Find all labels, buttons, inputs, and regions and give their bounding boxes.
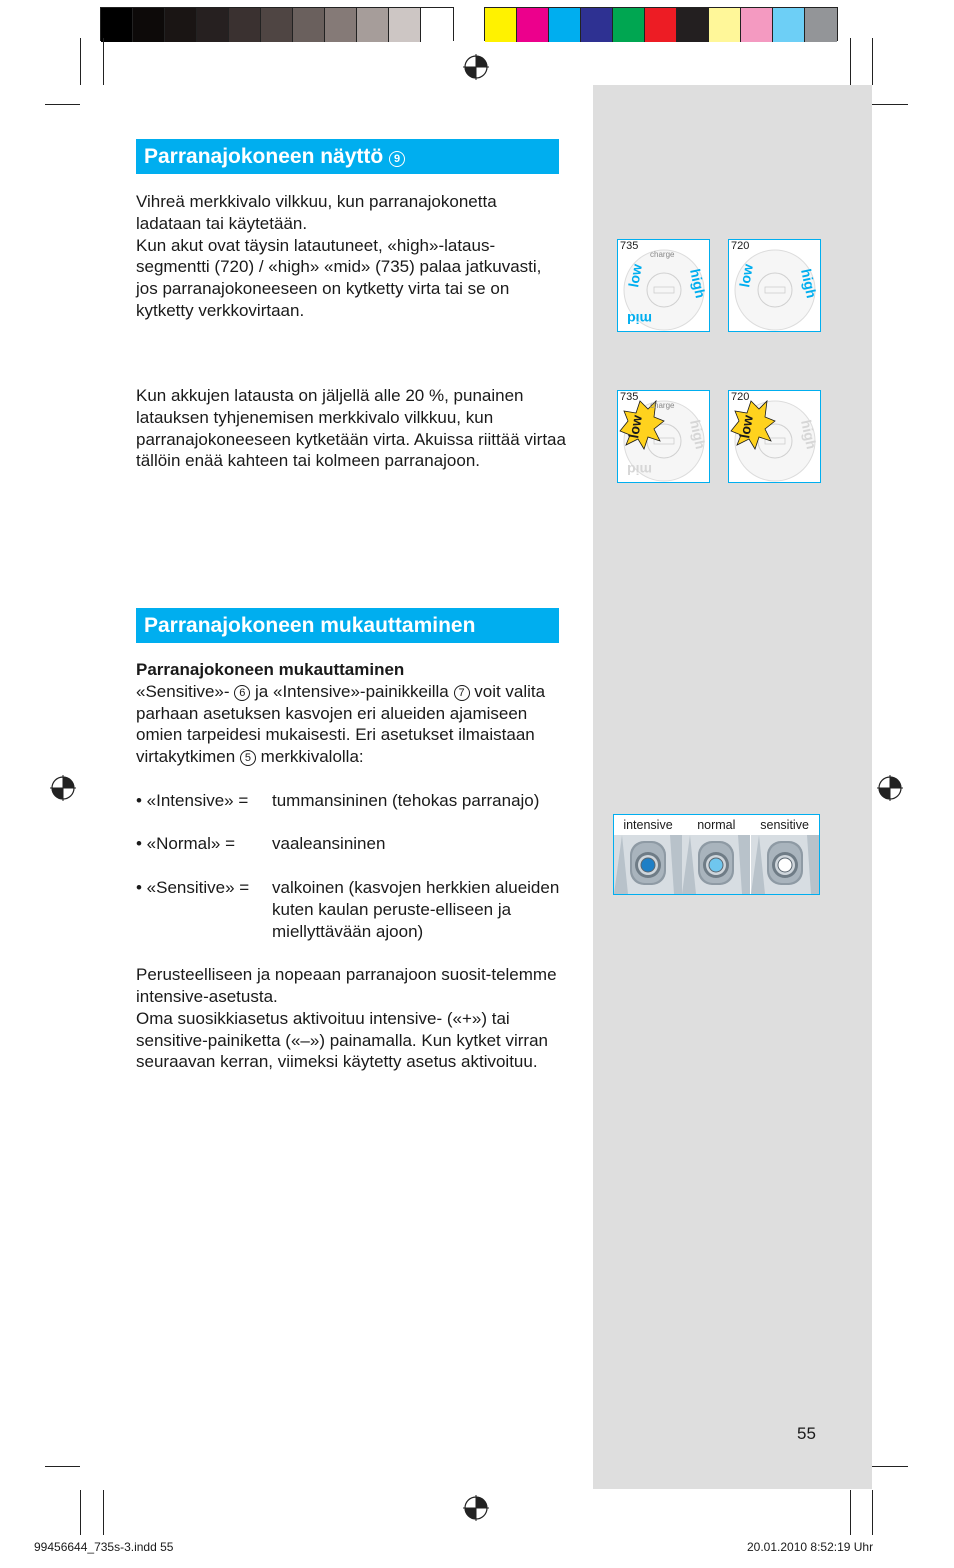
setting-item — [136, 790, 566, 812]
color-swatch — [581, 8, 613, 42]
page-number: 55 — [797, 1424, 816, 1443]
mid-segment-label: mid — [627, 462, 652, 478]
paragraph: «Sensitive»- 6 ja «Intensive»-painikkeilla 7 voit valita parhaan asetuksen kasvojen eri alueiden ajamiseen omien tarpeidesi mukaisesti. Eri asetukset ilmaistaan virtakytkimen 5 merkkivalolla: — [136, 681, 546, 767]
charge-indicator — [728, 239, 821, 332]
crop-mark — [872, 1466, 908, 1467]
mode-sensitive — [751, 815, 819, 894]
low-charge-text — [136, 385, 566, 472]
color-swatch — [101, 8, 133, 42]
color-swatch — [261, 8, 293, 42]
color-swatch — [517, 8, 549, 42]
setting-value: vaaleansininen — [272, 834, 386, 854]
registration-mark-icon — [50, 775, 76, 801]
paragraph: Kun akut ovat täysin latautuneet, «high»-lataus-segmentti (720) / «high» «mid» (735) palaa jatkuvasti, jos parranajokoneeseen on kytketty virta tai se on kytketty verkkovirtaan. — [136, 235, 542, 320]
paragraph: Kun akkujen latausta on jäljellä alle 20 %, punainen latauksen tyhjenemisen merkkivalo vilkkuu, kun parranajokoneeseen kytketään virta. Akuissa riittää virtaa tällöin enää kahteen tai kolmeen parranajoon. — [136, 386, 566, 471]
model-number: 735 — [620, 240, 639, 252]
paragraph: Perusteelliseen ja nopeaan parranajoon suosit-telemme intensive-asetusta. — [136, 965, 557, 1006]
model-number: 735 — [620, 391, 639, 403]
color-swatch — [613, 8, 645, 42]
footer-file-info: 99456644_735s-3.indd 55 — [34, 1540, 174, 1554]
model-number: 720 — [731, 240, 750, 252]
color-swatch — [293, 8, 325, 42]
mode-label: sensitive — [760, 818, 809, 832]
model-number: 720 — [731, 391, 750, 403]
setting-key: • «Sensitive» = — [136, 877, 250, 897]
low-segment-label: low — [625, 262, 646, 289]
charge-indicator — [728, 390, 821, 483]
color-swatch — [645, 8, 677, 42]
crop-mark — [872, 104, 908, 105]
crop-mark — [872, 1490, 873, 1535]
low-segment-label: low — [625, 413, 646, 440]
color-swatches — [484, 7, 838, 41]
crop-mark — [45, 1466, 80, 1467]
high-segment-label: high — [798, 267, 820, 300]
charge-label: charge — [650, 401, 675, 410]
crop-mark — [80, 1490, 81, 1535]
footer-timestamp: 20.01.2010 8:52:19 Uhr — [747, 1540, 874, 1554]
low-segment-label: low — [736, 262, 757, 289]
mode-led-illustration — [613, 814, 820, 895]
mode-label: normal — [697, 818, 736, 832]
color-swatch — [741, 8, 773, 42]
customization-text — [136, 659, 566, 1073]
color-swatch — [325, 8, 357, 42]
crop-mark — [80, 38, 81, 85]
mode-label: intensive — [623, 818, 673, 832]
setting-list — [136, 790, 566, 943]
reference-number: 6 — [234, 685, 250, 701]
crop-mark — [45, 104, 80, 105]
setting-key: • «Intensive» = — [136, 790, 249, 810]
charge-label: charge — [650, 250, 675, 259]
setting-key: • «Normal» = — [136, 834, 236, 854]
crop-mark — [872, 38, 873, 85]
color-swatch — [197, 8, 229, 42]
paragraph: Vihreä merkkivalo vilkkuu, kun parranajokonetta ladataan tai käytetään. — [136, 192, 497, 233]
mode-intensive — [614, 815, 682, 894]
print-color-bar — [100, 7, 838, 41]
color-swatch — [805, 8, 837, 42]
subheading: Parranajokoneen mukauttaminen — [136, 660, 405, 679]
color-swatch — [677, 8, 709, 42]
mid-segment-label: mid — [627, 311, 652, 327]
reference-number: 7 — [454, 685, 470, 701]
setting-item — [136, 877, 566, 942]
display-text — [136, 191, 566, 322]
charge-indicator — [617, 239, 710, 332]
color-swatch — [773, 8, 805, 42]
color-swatch — [549, 8, 581, 42]
grayscale-swatches — [100, 7, 454, 41]
color-swatch — [229, 8, 261, 42]
setting-value: tummansininen (tehokas parranajo) — [272, 790, 540, 810]
color-swatch — [133, 8, 165, 42]
registration-mark-icon — [877, 775, 903, 801]
section-heading-customization: Parranajokoneen mukauttaminen — [136, 608, 559, 643]
paragraph: Oma suosikkiasetus aktivoituu intensive- («+») tai sensitive-painiketta («–») painamalla. Kun kytket virran seuraavan kerran, viimeksi käytetty asetus aktivoituu. — [136, 1008, 548, 1072]
setting-value: valkoinen (kasvojen herkkien alueiden kuten kaulan peruste-elliseen ja miellyttävään ajoon) — [272, 877, 560, 941]
reference-number: 5 — [240, 750, 256, 766]
setting-item — [136, 833, 566, 855]
mode-normal — [682, 815, 750, 894]
color-swatch — [485, 8, 517, 42]
color-swatch — [421, 8, 453, 42]
registration-mark-icon — [463, 54, 489, 80]
high-segment-label: high — [687, 418, 709, 451]
crop-mark — [850, 1490, 851, 1535]
section-heading-display: Parranajokoneen näyttö 9 — [136, 139, 559, 174]
color-swatch — [357, 8, 389, 42]
color-swatch — [709, 8, 741, 42]
color-swatch — [389, 8, 421, 42]
crop-mark — [103, 38, 104, 85]
low-segment-label: low — [736, 413, 757, 440]
reference-number: 9 — [389, 151, 405, 167]
crop-mark — [103, 1490, 104, 1535]
color-swatch — [165, 8, 197, 42]
high-segment-label: high — [798, 418, 820, 451]
registration-mark-icon — [463, 1495, 489, 1521]
charge-indicator — [617, 390, 710, 483]
high-segment-label: high — [687, 267, 709, 300]
crop-mark — [850, 38, 851, 85]
